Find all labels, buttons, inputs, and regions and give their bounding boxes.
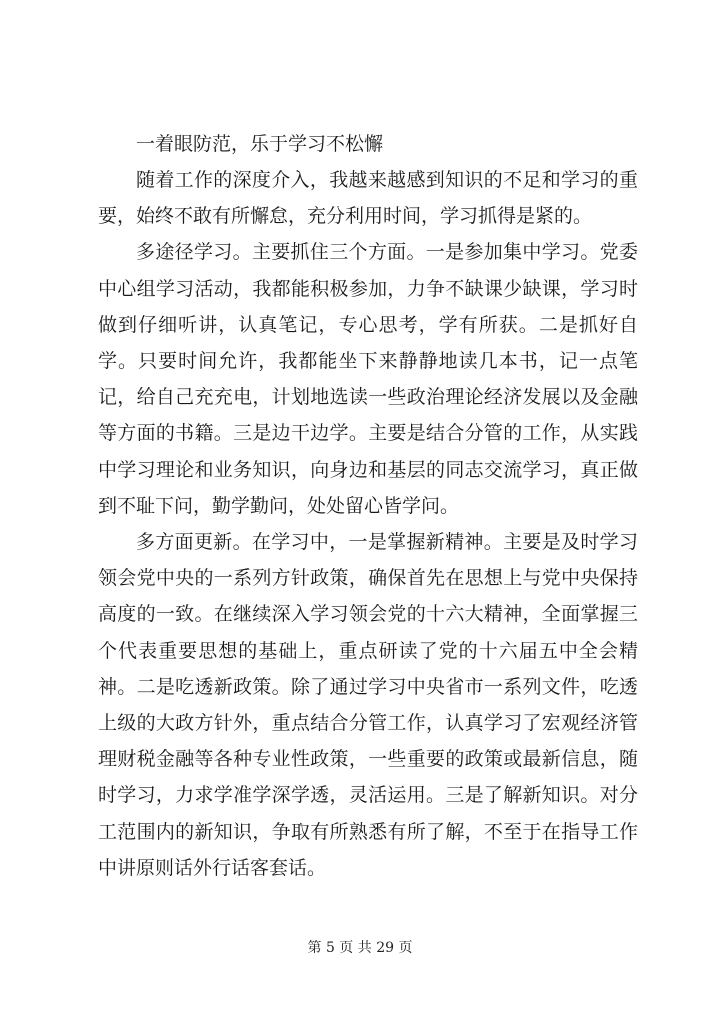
section-heading: 一着眼防范，乐于学习不松懈 [136,133,384,155]
page-number-footer: 第 5 页 共 29 页 [307,940,413,956]
document-body [98,126,638,886]
paragraph-2: 多途径学习。主要抓住三个方面。一是参加集中学习。党委中心组学习活动，我都能积极参加，力争不缺课少缺课，学习时做到仔细听讲，认真笔记，专心思考，学有所获。二是抓好自学。只要时间允许，我都能坐下来静静地读几本书，记一点笔记，给自己充充电，计划地选读一些政治理论经济发展以及金融等方面的书籍。三是边干边学。主要是结合分管的工作，从实践中学习理论和业务知识，向身边和基层的同志交流学习，真正做到不耻下问，勤学勤问，处处留心皆学问。 [98,241,638,517]
paragraph-3: 多方面更新。在学习中，一是掌握新精神。主要是及时学习领会党中央的一系列方针政策，确保首先在思想上与党中央保持高度的一致。在继续深入学习领会党的十六大精神，全面掌握三个代表重要思想的基础上，重点研读了党的十六届五中全会精神。二是吃透新政策。除了通过学习中央省市一系列文件，吃透上级的大政方针外，重点结合分管工作，认真学习了宏观经济管理财税金融等各种专业性政策，一些重要的政策或最新信息，随时学习，力求学准学深学透，灵活运用。三是了解新知识。对分工范围内的新知识，争取有所熟悉有所了解，不至于在指导工作中讲原则话外行话客套话。 [98,531,638,879]
paragraph-1: 随着工作的深度介入，我越来越感到知识的不足和学习的重要，始终不敢有所懈怠，充分利用时间，学习抓得是紧的。 [98,169,638,228]
